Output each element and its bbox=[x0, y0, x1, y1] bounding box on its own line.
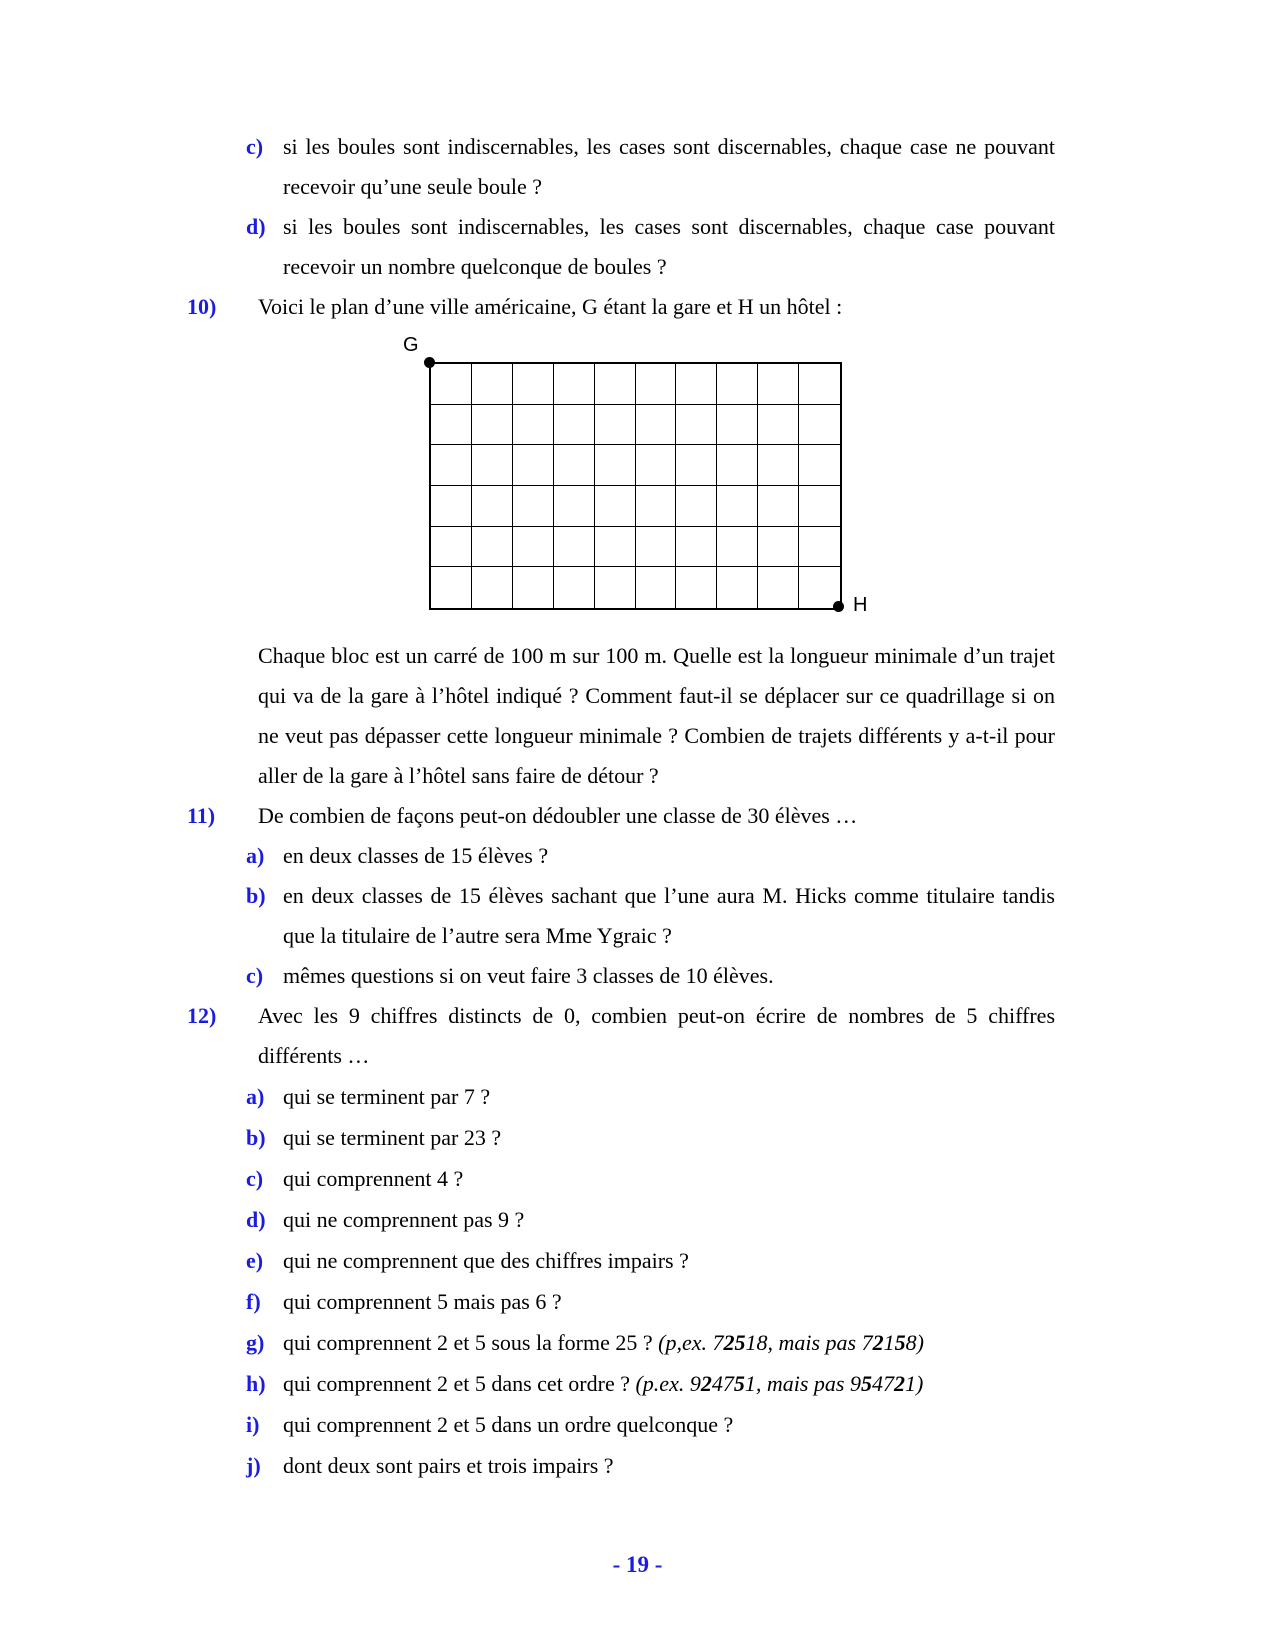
document-content bbox=[187, 127, 1055, 1486]
example-text-run: 18, mais pas 7 bbox=[745, 1330, 873, 1355]
city-block-cell bbox=[758, 405, 799, 446]
city-block-cell bbox=[595, 445, 636, 486]
item-12h bbox=[187, 1363, 1055, 1404]
example-text-run: 8) bbox=[905, 1330, 924, 1355]
item-9c bbox=[187, 127, 1055, 207]
item-10-text bbox=[258, 294, 842, 319]
city-block-cell bbox=[431, 567, 472, 608]
item-11-text bbox=[258, 803, 857, 828]
question-text-run: en deux classes de 15 élèves ? bbox=[283, 843, 549, 868]
question-text-run: qui comprennent 4 ? bbox=[283, 1166, 464, 1191]
item-12g bbox=[187, 1322, 1055, 1363]
item-12j-text bbox=[283, 1453, 614, 1478]
item-12e-text bbox=[283, 1248, 689, 1273]
city-block-cell bbox=[636, 405, 677, 446]
item-12i-text bbox=[283, 1412, 733, 1437]
item-11a-text bbox=[283, 843, 548, 868]
city-block-cell bbox=[472, 567, 513, 608]
city-block-cell bbox=[554, 364, 595, 405]
city-block-cell bbox=[513, 567, 554, 608]
city-block-cell bbox=[431, 527, 472, 568]
example-text-run: 1 bbox=[883, 1330, 895, 1355]
item-11b-label: b) bbox=[246, 883, 266, 908]
example-text-run: (p.ex. 9 bbox=[635, 1371, 701, 1396]
city-block-cell bbox=[799, 445, 840, 486]
question-text-run: qui se terminent par 23 ? bbox=[283, 1125, 502, 1150]
item-12a-label: a) bbox=[246, 1084, 265, 1109]
example-text-run: 1) bbox=[904, 1371, 924, 1396]
item-12-text bbox=[258, 1003, 1055, 1068]
city-block-cell bbox=[595, 567, 636, 608]
city-block-cell bbox=[513, 486, 554, 527]
city-block-cell bbox=[799, 527, 840, 568]
city-block-cell bbox=[595, 527, 636, 568]
item-11c bbox=[187, 956, 1055, 996]
city-block-cell bbox=[636, 527, 677, 568]
city-block-cell bbox=[676, 445, 717, 486]
city-block-cell bbox=[676, 364, 717, 405]
city-block-cell bbox=[554, 486, 595, 527]
item-12i bbox=[187, 1404, 1055, 1445]
item-9c-label: c) bbox=[246, 134, 264, 159]
item-12f bbox=[187, 1281, 1055, 1322]
city-block-cell bbox=[676, 527, 717, 568]
item-10-continuation bbox=[187, 636, 1055, 796]
item-11a bbox=[187, 836, 1055, 876]
city-block-cell bbox=[717, 405, 758, 446]
city-block-cell bbox=[758, 486, 799, 527]
item-12b-text bbox=[283, 1125, 501, 1150]
city-block-cell bbox=[472, 486, 513, 527]
city-block-cell bbox=[676, 486, 717, 527]
item-12c-label: c) bbox=[246, 1166, 264, 1191]
question-text-run: qui comprennent 5 mais pas 6 ? bbox=[283, 1289, 562, 1314]
city-block-cell bbox=[595, 364, 636, 405]
item-11c-text bbox=[283, 963, 774, 988]
item-12j bbox=[187, 1445, 1055, 1486]
item-12i-label: i) bbox=[246, 1412, 260, 1437]
item-9c-text bbox=[283, 134, 1055, 199]
item-10 bbox=[187, 287, 1055, 327]
question-text-run: si les boules sont indiscernables, les cases sont discernables, chaque case pouvant recevoir un nombre quelconque de boules ? bbox=[283, 214, 1055, 279]
item-12e-label: e) bbox=[246, 1248, 264, 1273]
city-block-cell bbox=[595, 486, 636, 527]
item-11b bbox=[187, 876, 1055, 956]
question-text-run: qui comprennent 2 et 5 sous la forme 25 ? bbox=[283, 1330, 659, 1355]
hotel-point-icon bbox=[833, 601, 844, 612]
example-text-run: 5 bbox=[860, 1371, 872, 1396]
city-block-cell bbox=[717, 445, 758, 486]
item-9d-label: d) bbox=[246, 214, 266, 239]
city-block-cell bbox=[431, 445, 472, 486]
item-12a-text bbox=[283, 1084, 490, 1109]
item-12 bbox=[187, 996, 1055, 1076]
city-block-cell bbox=[513, 405, 554, 446]
question-text-run: qui ne comprennent que des chiffres impairs ? bbox=[283, 1248, 689, 1273]
item-11a-label: a) bbox=[246, 843, 265, 868]
question-text-run: qui ne comprennent pas 9 ? bbox=[283, 1207, 525, 1232]
item-12-label: 12) bbox=[187, 1003, 217, 1028]
item-10-label: 10) bbox=[187, 294, 217, 319]
question-text-run: De combien de façons peut-on dédoubler une classe de 30 élèves … bbox=[258, 803, 858, 828]
example-text-run: 25 bbox=[723, 1330, 746, 1355]
city-block-cell bbox=[717, 567, 758, 608]
item-12e bbox=[187, 1240, 1055, 1281]
question-text-run: qui comprennent 2 et 5 dans un ordre quelconque ? bbox=[283, 1412, 734, 1437]
city-block-cell bbox=[636, 486, 677, 527]
city-block-cell bbox=[554, 567, 595, 608]
city-block-cell bbox=[513, 445, 554, 486]
city-block-cell bbox=[799, 486, 840, 527]
question-text-run: Voici le plan d’une ville américaine, G étant la gare et H un hôtel : bbox=[258, 294, 843, 319]
city-block-cell bbox=[472, 364, 513, 405]
item-12b bbox=[187, 1117, 1055, 1158]
question-text-run: Chaque bloc est un carré de 100 m sur 100 m. Quelle est la longueur minimale d’un trajet qui va de la gare à l’hôtel indiqué ? Comment faut-il se déplacer sur ce quadrillage si on ne veut pas dépasser cette longueur minimale ? Combien de trajets différents y a-t-il pour aller de la gare à l’hôtel sans faire de détour ? bbox=[258, 643, 1055, 788]
example-text-run: 5 bbox=[733, 1371, 745, 1396]
city-block-cell bbox=[636, 364, 677, 405]
item-11c-label: c) bbox=[246, 963, 264, 988]
item-11-label: 11) bbox=[187, 803, 216, 828]
example-text-run: (p,ex. 7 bbox=[658, 1330, 724, 1355]
item-12c-text bbox=[283, 1166, 463, 1191]
item-12c bbox=[187, 1158, 1055, 1199]
city-map-figure bbox=[187, 327, 1055, 636]
example-text-run: 2 bbox=[872, 1330, 884, 1355]
city-block-cell bbox=[472, 527, 513, 568]
question-text-run: si les boules sont indiscernables, les cases sont discernables, chaque case ne pouvant recevoir qu’une seule boule ? bbox=[283, 134, 1055, 199]
item-12d-text bbox=[283, 1207, 524, 1232]
city-block-cell bbox=[472, 445, 513, 486]
city-block-grid bbox=[429, 362, 842, 610]
question-text-run: qui se terminent par 7 ? bbox=[283, 1084, 491, 1109]
item-10-continuation-text bbox=[258, 643, 1055, 788]
city-block-cell bbox=[431, 405, 472, 446]
city-block-cell bbox=[431, 364, 472, 405]
question-text-run: Avec les 9 chiffres distincts de 0, combien peut-on écrire de nombres de 5 chiffres différents … bbox=[258, 1003, 1055, 1068]
item-12g-text bbox=[283, 1330, 924, 1355]
item-12g-label: g) bbox=[246, 1330, 265, 1355]
example-text-run: 2 bbox=[700, 1371, 712, 1396]
gare-label: G bbox=[403, 334, 419, 356]
item-12h-label: h) bbox=[246, 1371, 266, 1396]
item-12d bbox=[187, 1199, 1055, 1240]
city-block-cell bbox=[431, 486, 472, 527]
city-block-cell bbox=[595, 405, 636, 446]
city-block-cell bbox=[758, 527, 799, 568]
city-block-cell bbox=[513, 364, 554, 405]
item-11b-text bbox=[283, 883, 1055, 948]
city-block-cell bbox=[799, 405, 840, 446]
item-12f-label: f) bbox=[246, 1289, 261, 1314]
example-text-run: 5 bbox=[894, 1330, 906, 1355]
city-block-cell bbox=[676, 405, 717, 446]
hotel-label: H bbox=[853, 594, 868, 616]
item-12a bbox=[187, 1076, 1055, 1117]
city-block-cell bbox=[717, 527, 758, 568]
city-block-cell bbox=[758, 445, 799, 486]
item-11 bbox=[187, 796, 1055, 836]
example-text-run: 2 bbox=[893, 1371, 905, 1396]
question-text-run: en deux classes de 15 élèves sachant que l’une aura M. Hicks comme titulaire tandis que la titulaire de l’autre sera Mme Ygraic ? bbox=[283, 883, 1055, 948]
example-text-run: 47 bbox=[711, 1371, 734, 1396]
city-block-cell bbox=[799, 364, 840, 405]
city-block-cell bbox=[636, 445, 677, 486]
page-number: - 19 - bbox=[612, 1552, 663, 1577]
item-12d-label: d) bbox=[246, 1207, 266, 1232]
item-9d-text bbox=[283, 214, 1055, 279]
question-text-run: mêmes questions si on veut faire 3 classes de 10 élèves. bbox=[283, 963, 774, 988]
item-9d bbox=[187, 207, 1055, 287]
question-text-run: qui comprennent 2 et 5 dans cet ordre ? bbox=[283, 1371, 636, 1396]
city-block-cell bbox=[636, 567, 677, 608]
item-12j-label: j) bbox=[246, 1453, 261, 1478]
city-block-cell bbox=[554, 445, 595, 486]
item-12h-text bbox=[283, 1371, 923, 1396]
city-block-cell bbox=[554, 527, 595, 568]
city-block-cell bbox=[717, 486, 758, 527]
example-text-run: 1, mais pas 9 bbox=[744, 1371, 861, 1396]
city-block-cell bbox=[472, 405, 513, 446]
city-block-cell bbox=[758, 364, 799, 405]
item-12f-text bbox=[283, 1289, 562, 1314]
city-block-cell bbox=[554, 405, 595, 446]
city-block-cell bbox=[513, 527, 554, 568]
city-block-cell bbox=[758, 567, 799, 608]
item-12b-label: b) bbox=[246, 1125, 266, 1150]
question-text-run: dont deux sont pairs et trois impairs ? bbox=[283, 1453, 614, 1478]
city-block-cell bbox=[717, 364, 758, 405]
example-text-run: 47 bbox=[871, 1371, 894, 1396]
city-block-cell bbox=[676, 567, 717, 608]
